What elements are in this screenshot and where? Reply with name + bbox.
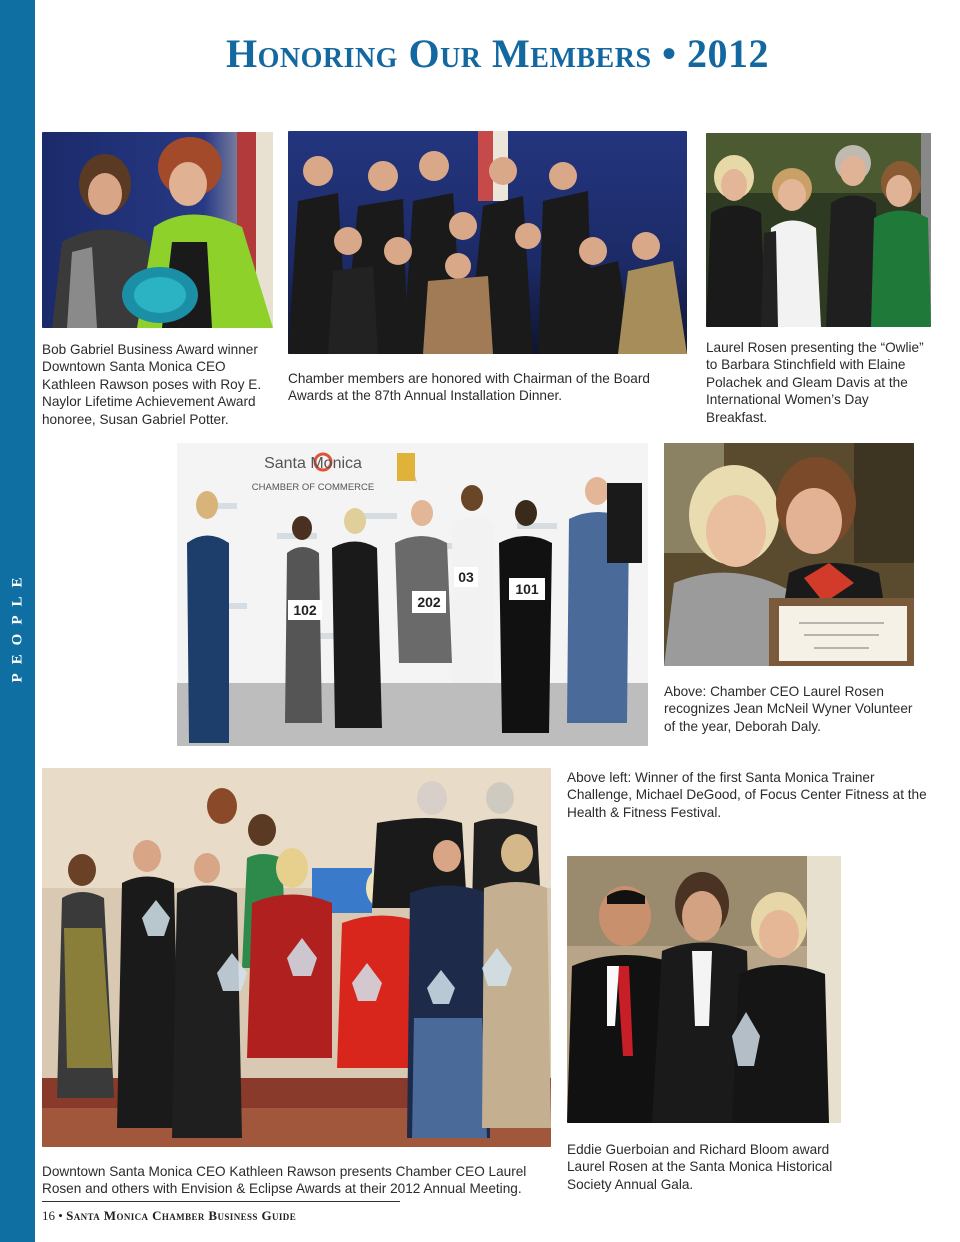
- footer-bullet: •: [58, 1208, 63, 1223]
- race-bib: 102: [288, 600, 322, 620]
- photo-award-winners-caption: Bob Gabriel Business Award winner Downtown Santa Monica CEO Kathleen Rawson poses with Roy E. Naylor Lifetime Achievement Award honoree, Susan Gabriel Potter.: [42, 342, 262, 427]
- race-bib: 202: [412, 591, 446, 613]
- race-bib: 101: [509, 578, 545, 600]
- chamber-banner-logo: Santa Monica: [264, 455, 362, 472]
- photo-historical-gala-caption: Eddie Guerboian and Richard Bloom award Laurel Rosen at the Santa Monica Historical Society Annual Gala.: [567, 1142, 833, 1192]
- photo-womens-day-caption: Laurel Rosen presenting the “Owlie” to Barbara Stinchfield with Elaine Polachek and Gleam Davis at the International Women’s Day Breakfast.: [706, 340, 924, 425]
- footer-rule: [42, 1201, 400, 1202]
- photo-chairman-awards: [288, 131, 687, 354]
- photo-envision-eclipse-awards: [42, 768, 551, 1147]
- photo-trainer-challenge-caption: Above left: Winner of the first Santa Monica Trainer Challenge, Michael DeGood, of Focus Center Fitness at the Health & Fitness Festival.: [567, 770, 927, 820]
- photo-award-winners: [42, 132, 273, 328]
- race-bib: 03: [454, 567, 478, 587]
- page-title: Honoring Our Members • 2012: [225, 31, 770, 76]
- footer-publication-title: Santa Monica Chamber Business Guide: [66, 1208, 297, 1223]
- section-label: [0, 540, 35, 710]
- photo-volunteer-of-year: [664, 443, 914, 666]
- page-number: 16: [42, 1208, 55, 1223]
- photo-historical-society-gala: [567, 856, 841, 1123]
- photo-envision-eclipse-caption: Downtown Santa Monica CEO Kathleen Rawson presents Chamber CEO Laurel Rosen and others with Envision & Eclipse Awards at their 2012 Annual Meeting.: [42, 1164, 527, 1197]
- chamber-banner-subtitle: CHAMBER OF COMMERCE: [251, 482, 375, 493]
- section-label-text: PEOPLE: [9, 567, 26, 683]
- photo-volunteer-caption: Above: Chamber CEO Laurel Rosen recognizes Jean McNeil Wyner Volunteer of the year, Deborah Daly.: [664, 684, 913, 734]
- photo-trainer-challenge: [177, 443, 648, 746]
- photo-chairman-awards-caption: Chamber members are honored with Chairman of the Board Awards at the 87th Annual Installation Dinner.: [288, 371, 650, 404]
- page-footer: [42, 1208, 296, 1224]
- photo-womens-day-breakfast: [706, 133, 931, 327]
